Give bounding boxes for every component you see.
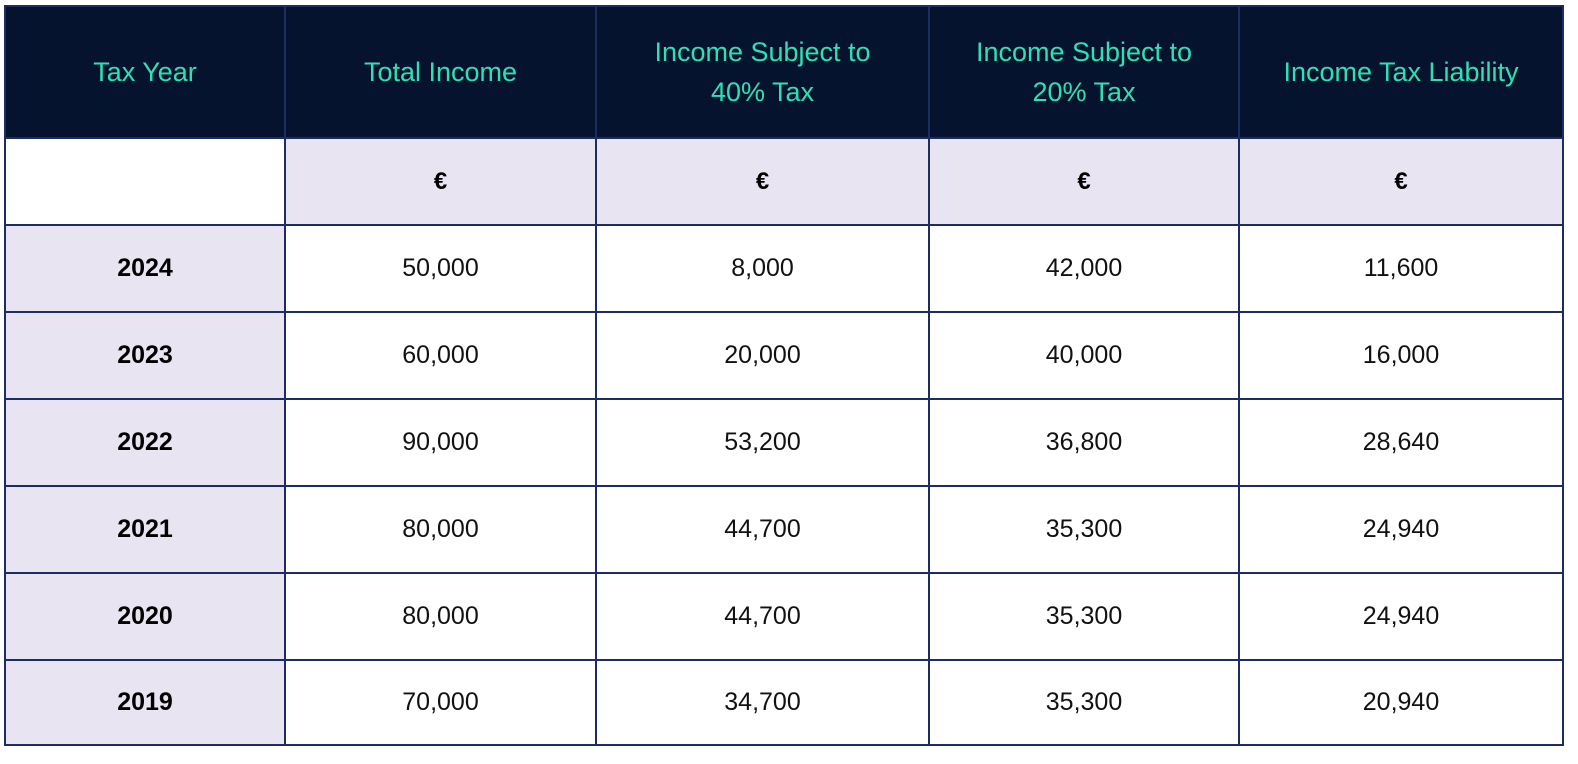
table-row <box>5 312 1563 399</box>
unit-cell: € <box>596 138 929 225</box>
total-income-cell: 80,000 <box>285 573 596 660</box>
income-20-cell: 35,300 <box>929 486 1239 573</box>
unit-cell: € <box>929 138 1239 225</box>
header-row <box>5 6 1563 138</box>
tax-liability-cell: 16,000 <box>1239 312 1563 399</box>
column-header-total-income: Total Income <box>285 6 596 138</box>
year-cell: 2020 <box>5 573 285 660</box>
tax-liability-cell: 11,600 <box>1239 225 1563 312</box>
year-cell: 2022 <box>5 399 285 486</box>
total-income-cell: 90,000 <box>285 399 596 486</box>
table-row <box>5 225 1563 312</box>
income-40-cell: 44,700 <box>596 486 929 573</box>
unit-row <box>5 138 1563 225</box>
income-40-cell: 34,700 <box>596 660 929 745</box>
year-cell: 2023 <box>5 312 285 399</box>
income-20-cell: 35,300 <box>929 573 1239 660</box>
total-income-cell: 60,000 <box>285 312 596 399</box>
income-20-cell: 35,300 <box>929 660 1239 745</box>
tax-liability-cell: 28,640 <box>1239 399 1563 486</box>
total-income-cell: 80,000 <box>285 486 596 573</box>
total-income-cell: 50,000 <box>285 225 596 312</box>
table-row <box>5 573 1563 660</box>
tax-liability-cell: 24,940 <box>1239 573 1563 660</box>
income-40-cell: 8,000 <box>596 225 929 312</box>
year-cell: 2024 <box>5 225 285 312</box>
tax-liability-cell: 24,940 <box>1239 486 1563 573</box>
unit-cell-blank <box>5 138 285 225</box>
table-row <box>5 660 1563 745</box>
column-header-tax-year: Tax Year <box>5 6 285 138</box>
table-row <box>5 399 1563 486</box>
year-cell: 2021 <box>5 486 285 573</box>
column-header-income-40: Income Subject to 40% Tax <box>596 6 929 138</box>
unit-cell: € <box>285 138 596 225</box>
income-40-cell: 44,700 <box>596 573 929 660</box>
income-20-cell: 42,000 <box>929 225 1239 312</box>
income-20-cell: 36,800 <box>929 399 1239 486</box>
income-20-cell: 40,000 <box>929 312 1239 399</box>
unit-cell: € <box>1239 138 1563 225</box>
table-row <box>5 486 1563 573</box>
total-income-cell: 70,000 <box>285 660 596 745</box>
tax-liability-cell: 20,940 <box>1239 660 1563 745</box>
column-header-tax-liability: Income Tax Liability <box>1239 6 1563 138</box>
income-40-cell: 20,000 <box>596 312 929 399</box>
column-header-income-20: Income Subject to 20% Tax <box>929 6 1239 138</box>
year-cell: 2019 <box>5 660 285 745</box>
income-40-cell: 53,200 <box>596 399 929 486</box>
tax-table <box>4 5 1564 746</box>
